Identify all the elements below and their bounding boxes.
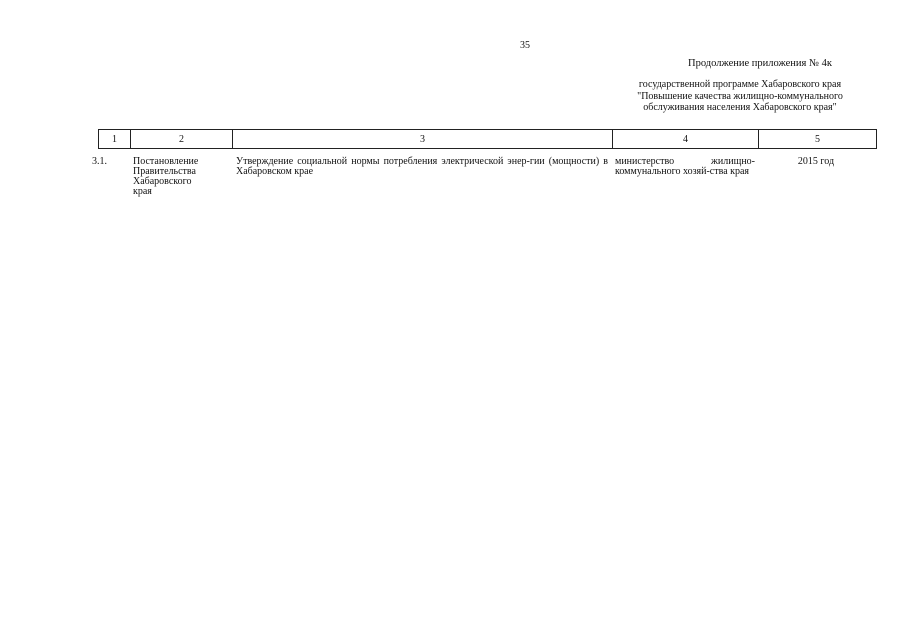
subtitle-line: государственной программе Хабаровского края xyxy=(638,79,842,90)
table-header-row xyxy=(99,130,877,149)
column-header: 1 xyxy=(99,130,131,149)
appendix-subtitle xyxy=(595,79,885,114)
column-header: 4 xyxy=(613,130,759,149)
appendix-title: Продолжение приложения № 4к xyxy=(688,58,832,69)
row-number: 3.1. xyxy=(92,156,107,167)
column-header: 5 xyxy=(759,130,877,149)
doc-type-line: Постановление xyxy=(133,156,199,167)
subtitle-line: "Повышение качества жилищно-коммунального xyxy=(637,90,843,102)
doc-type-line: Хабаровского xyxy=(133,176,192,187)
column-header: 2 xyxy=(131,130,233,149)
doc-type-line: Правительства xyxy=(133,166,196,177)
description: Утверждение социальной нормы потребления электрической энер-гии (мощности) в Хабаровском крае xyxy=(236,156,608,177)
table-header xyxy=(98,129,877,149)
column-header: 3 xyxy=(233,130,613,149)
responsible: министерство жилищно-коммунального хозяй-ства края xyxy=(615,156,755,177)
deadline: 2015 год xyxy=(797,156,835,167)
doc-type xyxy=(133,157,227,197)
subtitle-line: обслуживания населения Хабаровского края" xyxy=(643,102,837,113)
doc-type-line: края xyxy=(133,186,152,197)
page-number: 35 xyxy=(520,40,530,51)
